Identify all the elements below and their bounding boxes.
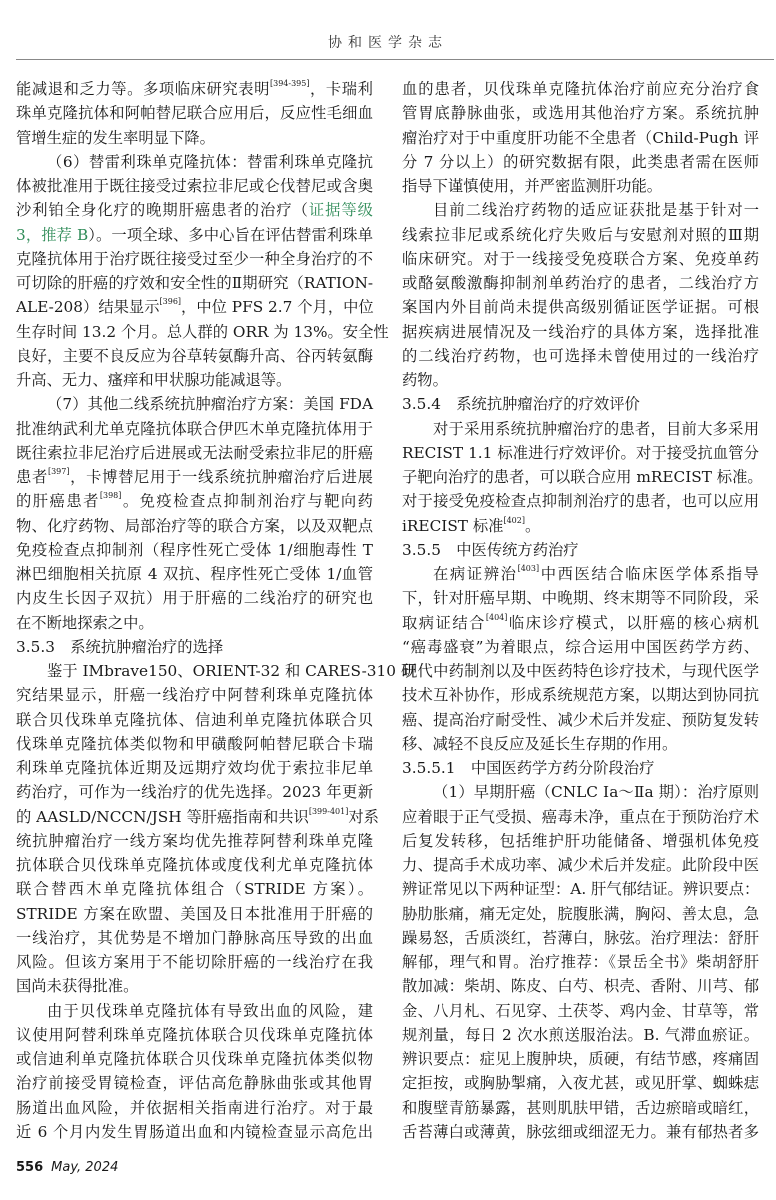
- text-run: 药物。: [402, 371, 448, 389]
- text-line: [16, 877, 373, 901]
- text-line: [16, 514, 373, 538]
- text-line: [16, 247, 373, 271]
- text-run: 应着眼于正气受损、癌毒未净，重点在于预防治疗术: [402, 807, 759, 826]
- text-line: [16, 223, 373, 247]
- section-heading: [402, 538, 759, 562]
- text-line: [402, 926, 759, 950]
- text-line: [402, 902, 759, 926]
- text-run: STRIDE 方案在欧盟、美国及日本批准用于肝癌的: [16, 904, 373, 923]
- journal-header: 协和医学杂志: [328, 35, 448, 51]
- citation-ref: [397]: [47, 467, 70, 476]
- text-line: [402, 586, 759, 610]
- text-run: 一线治疗，其优势是不增加门静脉高压导致的出血: [16, 928, 373, 947]
- text-run: 据疾病进展情况及一线治疗的具体方案，选择批准: [402, 322, 759, 341]
- text-line: [402, 732, 759, 756]
- text-line: [402, 174, 759, 198]
- text-run: 舌苔薄白或薄黄，脉弦细或细涩无力。兼有郁热者多: [402, 1122, 759, 1141]
- text-run: 伐珠单克隆抗体类似物和甲磺酸阿帕替尼联合卡瑞: [16, 734, 373, 753]
- evidence-level: 3，推荐 B: [16, 225, 89, 244]
- text-line: [16, 1047, 373, 1071]
- text-run: 3.5.5.1 中国医药学方药分阶段治疗: [402, 759, 655, 777]
- text-line: [402, 126, 759, 150]
- text-line: [402, 198, 759, 222]
- text-line: [402, 562, 759, 586]
- section-heading: [16, 635, 373, 659]
- text-run: 珠单克隆抗体和阿帕替尼联合应用后，反应性毛细血: [16, 104, 373, 123]
- text-line: [402, 974, 759, 998]
- section-heading: [402, 392, 759, 416]
- text-line: [402, 1023, 759, 1047]
- text-run: 究结果显示，肝癌一线治疗中阿替利珠单克隆抗体: [16, 686, 373, 705]
- text-line: [16, 465, 373, 489]
- issue-date: May, 2024: [51, 1160, 119, 1175]
- text-run: “癌毒盛衰”为着眼点，综合运用中国医药学方药、: [402, 637, 759, 656]
- text-run: ，卡博替尼用于一线系统抗肿瘤治疗后进展: [69, 468, 373, 486]
- text-run: 。: [524, 516, 541, 535]
- text-line: [402, 1096, 759, 1120]
- text-line: [16, 295, 373, 319]
- text-line: [402, 271, 759, 295]
- text-run: 风险。但该方案用于不能切除肝癌的一线治疗在我: [16, 953, 373, 971]
- text-line: [16, 950, 373, 974]
- text-run: 。免疫检查点抑制剂治疗与靶向药: [121, 492, 373, 511]
- text-run: 对于采用系统抗肿瘤治疗的患者，目前大多采用: [433, 419, 759, 438]
- page-footer: [16, 1160, 118, 1175]
- text-line: [402, 441, 759, 465]
- citation-ref: [404]: [485, 612, 508, 622]
- text-line: [16, 198, 373, 222]
- text-line: [16, 999, 373, 1023]
- text-line: [402, 829, 759, 853]
- text-line: [402, 683, 759, 707]
- text-run: 的二线治疗药物，也可选择未曾使用过的一线治疗: [402, 346, 759, 365]
- text-run: 沙利铂全身化疗的晚期肝癌患者的治疗（: [16, 201, 309, 220]
- text-run: 散加减：柴胡、陈皮、白芍、枳壳、香附、川芎、郁: [402, 977, 759, 996]
- text-line: [16, 853, 373, 877]
- text-line: [16, 902, 373, 926]
- text-run: 或信迪利单克隆抗体联合贝伐珠单克隆抗体类似物: [16, 1050, 373, 1068]
- text-run: 生存时间 13.2 个月。总人群的 ORR 为 13%。安全性: [16, 322, 389, 341]
- text-run: 在病证辨治: [433, 565, 518, 583]
- text-line: [402, 223, 759, 247]
- text-run: 3.5.4 系统抗肿瘤治疗的疗效评价: [402, 395, 640, 414]
- text-run: 目前二线治疗药物的适应证获批是基于针对一: [433, 201, 759, 220]
- text-line: [402, 780, 759, 804]
- text-run: 瘤治疗对于中重度肝功能不全患者（Child-Pugh 评: [402, 128, 759, 147]
- text-line: [16, 174, 373, 198]
- text-run: 或酪氨酸激酶抑制剂单药治疗的患者，二线治疗方: [402, 274, 759, 292]
- text-run: 抗体联合贝伐珠单克隆抗体或度伐利尤单克隆抗体: [16, 856, 373, 874]
- text-run: 中西医结合临床医学体系指导: [539, 565, 759, 583]
- text-run: 线索拉非尼或系统化疗失败后与安慰剂对照的Ⅲ期: [402, 225, 759, 244]
- text-run: 国尚未获得批准。: [16, 977, 139, 996]
- text-run: 治疗前接受胃镜检查，评估高危静脉曲张或其他胃: [16, 1074, 373, 1093]
- text-run: 既往索拉非尼治疗后进展或无法耐受索拉非尼的肝癌: [16, 443, 373, 462]
- text-run: 指导下谨慎使用，并严密监测肝功能。: [402, 177, 663, 195]
- text-line: [16, 1096, 373, 1120]
- citation-ref: [398]: [99, 491, 122, 501]
- text-line: [402, 853, 759, 877]
- text-line: [402, 708, 759, 732]
- text-line: [402, 247, 759, 271]
- text-line: [16, 1023, 373, 1047]
- text-line: [402, 950, 759, 974]
- text-run: ALE-208）结果显示: [16, 298, 160, 317]
- text-line: [402, 417, 759, 441]
- text-line: [16, 271, 373, 295]
- text-run: 克隆抗体用于治疗既往接受过至少一种全身治疗的不: [16, 249, 373, 268]
- text-run: 药治疗，可作为一线治疗的优先选择。2023 年更新: [16, 783, 373, 802]
- text-line: [16, 320, 389, 344]
- text-line: [402, 1120, 759, 1144]
- text-line: [16, 1120, 373, 1144]
- text-run: 患者: [16, 468, 48, 486]
- text-run: 3.5.5 中医传统方药治疗: [402, 540, 579, 559]
- text-line: [16, 392, 373, 416]
- text-run: 可切除的肝癌的疗效和安全性的Ⅱ期研究（RATION-: [16, 274, 373, 292]
- citation-ref: [394-395]: [270, 79, 310, 88]
- section-heading: [402, 756, 759, 780]
- text-run: 能减退和乏力等。多项临床研究表明: [16, 80, 270, 98]
- text-line: [16, 77, 373, 101]
- text-run: 下，针对肝癌早期、中晚期、终末期等不同阶段，采: [402, 589, 759, 608]
- text-run: ）。一项全球、多中心旨在评估替雷利珠单: [88, 225, 373, 244]
- text-run: 体被批准用于既往接受过索拉非尼或仑伐替尼或含奥: [16, 177, 373, 195]
- text-line: [16, 101, 373, 125]
- text-line: [402, 805, 759, 829]
- text-line: [16, 756, 373, 780]
- citation-ref: [402]: [503, 515, 525, 525]
- text-run: 物、化疗药物、局部治疗等的联合方案，以及双靶点: [16, 516, 373, 535]
- text-line: [402, 877, 759, 901]
- text-run: 升高、无力、瘙痒和甲状腺功能减退等。: [16, 371, 292, 389]
- text-run: 的肝癌患者: [16, 492, 100, 511]
- citation-ref: [396]: [159, 297, 182, 307]
- text-line: [402, 659, 759, 683]
- text-line: [16, 805, 379, 829]
- text-run: 联合替西木单克隆抗体组合（STRIDE 方案）。: [16, 880, 373, 899]
- text-run: 淋巴细胞相关抗原 4 双抗、程序性死亡受体 1/血管: [16, 565, 373, 583]
- text-run: 定拒按，或胸胁掣痛，入夜尤甚，或见肝掌、蜘蛛痣: [402, 1074, 759, 1093]
- text-line: [402, 344, 759, 368]
- text-line: [16, 368, 373, 392]
- text-run: 胁肋胀痛，痛无定处，脘腹胀满，胸闷、善太息，急: [402, 904, 759, 923]
- text-run: 对系: [348, 807, 379, 826]
- text-run: 鉴于 IMbrave150、ORIENT-32 和 CARES-310 研: [47, 662, 417, 680]
- text-line: [16, 150, 373, 174]
- text-run: 临床研究。对于一线接受免疫联合方案、免疫单药: [402, 249, 759, 268]
- text-run: 管胃底静脉曲张，或选用其他治疗方案。系统抗肿: [402, 104, 759, 123]
- text-run: 解郁，理气和胃。治疗推荐：《景岳全书》柴胡舒肝: [402, 953, 759, 971]
- right-column: [402, 77, 763, 1144]
- text-run: 躁易怒，舌质淡红，苔薄白，脉弦。治疗理法：舒肝: [402, 928, 759, 947]
- text-run: 分 7 分以上）的研究数据有限，此类患者需在医师: [402, 152, 759, 171]
- text-line: [16, 659, 417, 683]
- text-line: [402, 320, 759, 344]
- text-run: 肠道出血风险，并依据相关指南进行治疗。对于最: [16, 1098, 373, 1117]
- text-line: [16, 732, 373, 756]
- text-run: 在不断地探索之中。: [16, 613, 154, 632]
- text-run: 和腹壁青筋暴露，甚则肌肤甲错，舌边瘀暗或暗红，: [402, 1098, 759, 1117]
- text-run: 辨识要点：症见上腹肿块，质硬，有结节感，疼痛固: [402, 1050, 759, 1068]
- text-line: [16, 417, 373, 441]
- text-run: 技术互补协作，形成系统规范方案，以期达到协同抗: [402, 686, 759, 705]
- text-run: 联合贝伐珠单克隆抗体、信迪利单克隆抗体联合贝: [16, 710, 373, 729]
- text-run: 后复发转移，包括维护肝功能储备、增强机体免疫: [402, 831, 759, 850]
- text-line: [402, 1071, 759, 1095]
- text-line: [16, 926, 373, 950]
- text-run: 由于贝伐珠单克隆抗体有导致出血的风险，建: [47, 1001, 373, 1020]
- text-line: [16, 1071, 373, 1095]
- text-run: 现代中药制剂以及中医药特色诊疗技术，与现代医学: [402, 662, 759, 680]
- text-line: [16, 538, 373, 562]
- text-line: [16, 586, 373, 610]
- text-run: 利珠单克隆抗体近期及远期疗效均优于索拉非尼单: [16, 759, 373, 777]
- text-line: [402, 150, 759, 174]
- text-run: 临床诊疗模式，以肝癌的核心病机: [507, 613, 759, 632]
- text-line: [16, 683, 373, 707]
- text-line: [402, 489, 759, 513]
- text-line: [402, 999, 759, 1023]
- text-run: 癌、提高治疗耐受性、减少术后并发症、预防复发转: [402, 710, 759, 729]
- text-run: （1）早期肝癌（CNLC Ⅰa～Ⅱa 期）：治疗原则: [433, 783, 759, 802]
- text-run: 3.5.3 系统抗肿瘤治疗的选择: [16, 637, 224, 656]
- text-run: 免疫检查点抑制剂（程序性死亡受体 1/细胞毒性 T: [16, 540, 373, 559]
- text-run: 力、提高手术成功率、减少术后并发症。此阶段中医: [402, 856, 759, 874]
- text-run: 对于接受免疫检查点抑制剂治疗的患者，也可以应用: [402, 492, 759, 511]
- text-line: [16, 829, 373, 853]
- text-run: 批准纳武利尤单克隆抗体联合伊匹木单克隆抗体用于: [16, 419, 373, 438]
- text-run: （7）其他二线系统抗肿瘤治疗方案：美国 FDA: [47, 395, 373, 414]
- text-line: [16, 708, 373, 732]
- evidence-level: 证据等级: [308, 201, 373, 220]
- text-run: 良好，主要不良反应为谷草转氨酶升高、谷丙转氨酶: [16, 346, 373, 365]
- left-column: [16, 77, 417, 1144]
- text-line: [402, 611, 759, 635]
- text-run: 管增生症的发生率明显下降。: [16, 128, 215, 147]
- text-line: [16, 344, 373, 368]
- text-run: 近 6 个月内发生胃肠道出血和内镜检查显示高危出: [16, 1122, 373, 1141]
- text-run: iRECIST 标准: [402, 516, 504, 535]
- text-line: [16, 126, 373, 150]
- text-line: [16, 441, 373, 465]
- text-run: ，卡瑞利: [309, 80, 373, 98]
- citation-ref: [403]: [517, 564, 540, 573]
- text-line: [402, 101, 759, 125]
- text-line: [402, 465, 763, 489]
- text-run: 移、减轻不良反应及延长生存期的作用。: [402, 734, 678, 753]
- text-run: 统抗肿瘤治疗一线方案均优先推荐阿替利珠单克隆: [16, 831, 373, 850]
- text-line: [16, 489, 373, 513]
- text-run: 的 AASLD/NCCN/JSH 等肝癌指南和共识: [16, 807, 309, 826]
- text-line: [402, 514, 759, 538]
- text-line: [16, 780, 373, 804]
- header-rule: [16, 59, 774, 60]
- page-number: 556: [16, 1160, 44, 1175]
- text-line: [402, 368, 759, 392]
- text-run: 内皮生长因子双抗）用于肝癌的二线治疗的研究也: [16, 589, 373, 608]
- text-run: 辨证常见以下两种证型：A. 肝气郁结证。辨识要点：: [402, 880, 760, 899]
- text-line: [16, 562, 373, 586]
- text-run: （6）替雷利珠单克隆抗体：替雷利珠单克隆抗: [47, 152, 373, 171]
- text-run: 议使用阿替利珠单克隆抗体联合贝伐珠单克隆抗体: [16, 1025, 373, 1044]
- text-run: 案国内外目前尚未提供高级别循证医学证据。可根: [402, 298, 759, 317]
- text-run: 取病证结合: [402, 613, 486, 632]
- text-run: ，中位 PFS 2.7 个月，中位: [181, 298, 374, 317]
- text-run: 金、八月札、石见穿、土茯苓、鸡内金、甘草等，常: [402, 1001, 759, 1020]
- text-run: 规剂量，每日 2 次水煎送服治法。B. 气滞血瘀证。: [402, 1025, 759, 1044]
- citation-ref: [399-401]: [308, 806, 349, 816]
- text-run: RECIST 1.1 标准进行疗效评价。对于接受抗血管分: [402, 443, 759, 462]
- text-run: 子靶向治疗的患者，可以联合应用 mRECIST 标准。: [402, 468, 763, 486]
- text-line: [16, 974, 373, 998]
- text-line: [402, 1047, 759, 1071]
- text-line: [402, 635, 759, 659]
- text-line: [402, 295, 759, 319]
- text-line: [16, 611, 373, 635]
- text-run: 血的患者，贝伐珠单克隆抗体治疗前应充分治疗食: [402, 80, 759, 98]
- text-line: [402, 77, 759, 101]
